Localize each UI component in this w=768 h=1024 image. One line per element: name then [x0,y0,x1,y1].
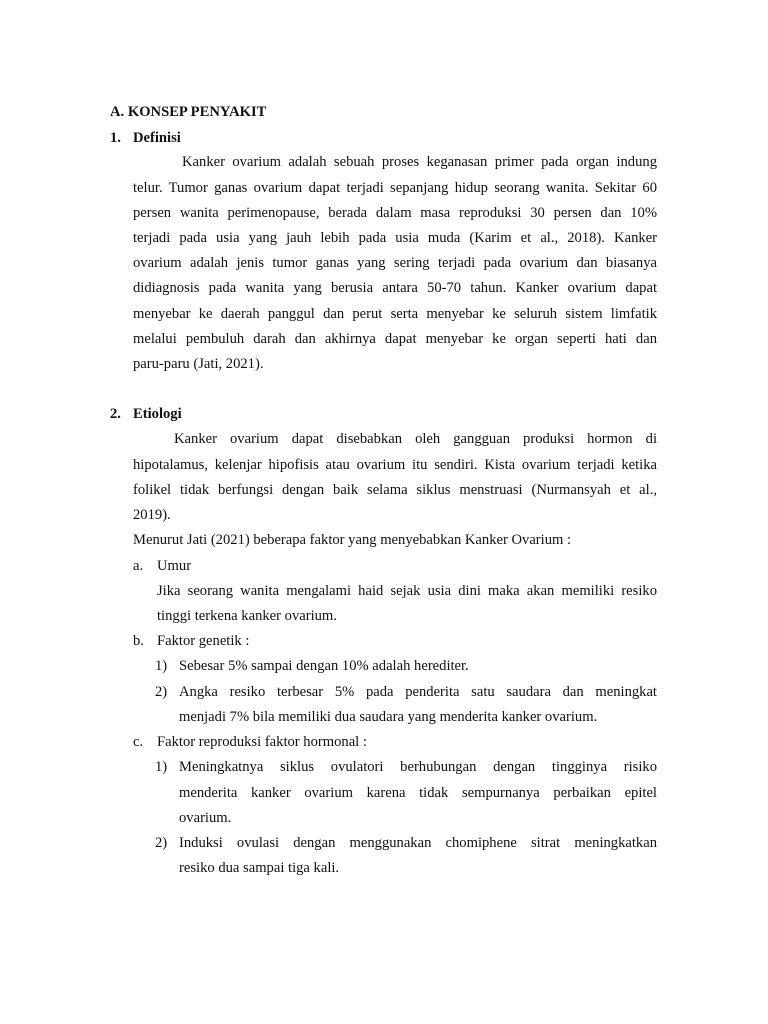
etiologi-intro: Menurut Jati (2021) beberapa faktor yang menyebabkan Kanker Ovarium : [133,532,572,548]
definisi-line-4: terjadi pada usia yang jauh lebih pada usia muda (Karim et al., 2018). Kanker [133,230,657,246]
factor-c-item-2-line-1: Induksi ovulasi dengan menggunakan chomiphene sitrat meningkatkan [179,835,657,851]
factor-b-item-1-line-1: Sebesar 5% sampai dengan 10% adalah herediter. [179,658,469,674]
etiologi-heading: Etiologi [133,406,182,422]
factor-c-item-1-line-3: ovarium. [179,810,232,826]
definisi-line-1: Kanker ovarium adalah sebuah proses keganasan primer pada organ indung [182,154,657,170]
definisi-line-9: paru-paru (Jati, 2021). [133,356,264,372]
section-title: A. KONSEP PENYAKIT [110,104,267,120]
factor-b-label: Faktor genetik : [157,633,250,649]
factor-c-item-2-line-2: resiko dua sampai tiga kali. [179,860,340,876]
definisi-line-8: melalui pembuluh darah dan akhirnya dapat menyebar ke organ seperti hati dan [133,331,657,347]
factor-c-item-2-marker: 2) [155,835,168,851]
etiologi-line-3: folikel tidak berfungsi dengan baik selama siklus menstruasi (Nurmansyah et al., [133,482,657,498]
factor-b-item-1-marker: 1) [155,658,168,674]
factor-b-item-2-line-1: Angka resiko terbesar 5% pada penderita satu saudara dan meningkat [179,684,657,700]
factor-c-item-1-line-2: menderita kanker ovarium karena tidak sempurnanya perbaikan epitel [179,785,657,801]
factor-b-marker: b. [133,633,144,649]
factor-a-label: Umur [157,558,192,574]
definisi-heading: Definisi [133,130,181,146]
factor-c-label: Faktor reproduksi faktor hormonal : [157,734,367,750]
factor-a-marker: a. [133,558,144,574]
etiologi-line-4: 2019). [133,507,171,523]
factor-a-line-1: Jika seorang wanita mengalami haid sejak usia dini maka akan memiliki resiko [157,583,657,599]
factor-c-item-1-line-1: Meningkatnya siklus ovulatori berhubungan dengan tingginya risiko [179,759,657,775]
factor-b-item-2-marker: 2) [155,684,168,700]
definisi-line-3: persen wanita perimenopause, berada dalam masa reproduksi 30 persen dan 10% [133,205,657,221]
definisi-line-7: menyebar ke daerah panggul dan perut serta menyebar ke seluruh sistem limfatik [133,306,657,322]
definisi-line-5: ovarium adalah jenis tumor ganas yang sering terjadi pada ovarium dan biasanya [133,255,657,271]
etiologi-line-1: Kanker ovarium dapat disebabkan oleh gangguan produksi hormon di [174,431,657,447]
definisi-line-2: telur. Tumor ganas ovarium dapat terjadi sepanjang hidup seorang wanita. Sekitar 60 [133,180,657,196]
factor-b-item-2-line-2: menjadi 7% bila memiliki dua saudara yang menderita kanker ovarium. [179,709,598,725]
factor-a-line-2: tinggi terkena kanker ovarium. [157,608,337,624]
definisi-number: 1. [110,130,121,146]
factor-c-item-1-marker: 1) [155,759,168,775]
etiologi-line-2: hipotalamus, kelenjar hipofisis atau ovarium itu sendiri. Kista ovarium terjadi ketika [133,457,657,473]
etiologi-number: 2. [110,406,121,422]
definisi-line-6: didiagnosis pada wanita yang berusia antara 50-70 tahun. Kanker ovarium dapat [133,280,657,296]
factor-c-marker: c. [133,734,144,750]
